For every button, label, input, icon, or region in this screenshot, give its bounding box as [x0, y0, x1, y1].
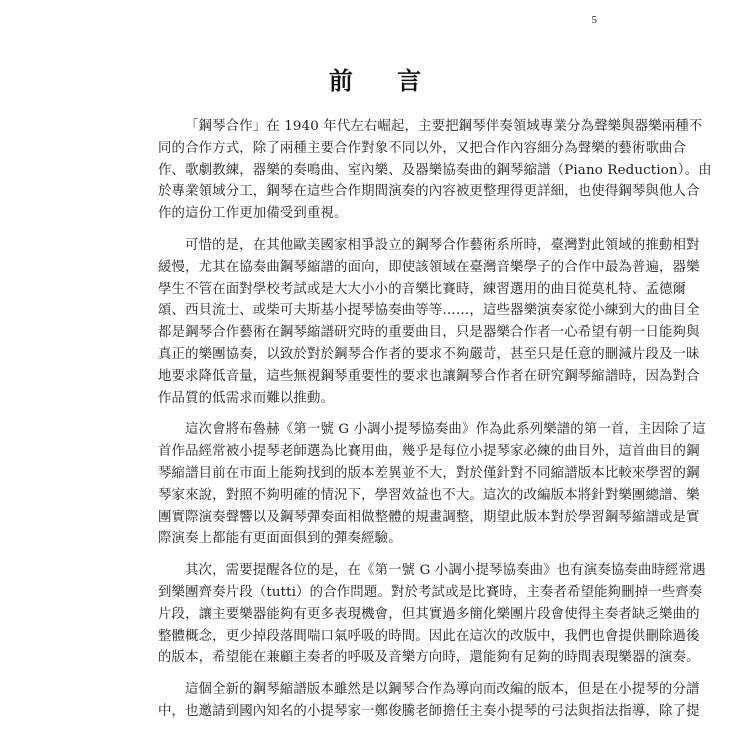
text-line: 真正的樂團協奏，以致於對於鋼琴合作者的要求不夠嚴苛，甚至只是任意的刪減片段及一昧 — [158, 346, 700, 362]
text-line: 作、歌劇教練，器樂的奏鳴曲、室內樂、及器樂協奏曲的鋼琴縮譜（Piano Reduction）。由 — [158, 162, 712, 178]
text-line: 的版本，希望能在兼顧主奏者的呼吸及音樂方向時，還能夠有足夠的時間表現樂器的演奏。 — [158, 650, 700, 666]
text-line: 「鋼琴合作」在 1940 年代左右崛起，主要把鋼琴伴奏領域專業分為聲樂與器樂兩種不 — [185, 119, 703, 134]
page-title: 前 言 — [328, 67, 440, 95]
text-line: 到樂團齊奏片段（tutti）的合作問題。對於考試或是比賽時，主奏者希望能夠刪掉一些齊奏 — [158, 584, 703, 600]
text-line: 首作品經常被小提琴老師選為比賽用曲，幾乎是每位小提琴家必練的曲目外，這首曲目的鋼 — [158, 444, 700, 460]
text-line: 同的合作方式，除了兩種主要合作對象不同以外，又把合作內容細分為聲樂的藝術歌曲合 — [158, 140, 687, 156]
paragraph-2 — [158, 235, 700, 409]
text-line: 作品質的低需求而難以推動。 — [158, 390, 335, 406]
text-line: 地要求降低音量，這些無視鋼琴重要性的要求也讓鋼琴合作者在研究鋼琴縮譜時，因為對合 — [158, 368, 700, 384]
text-line: 頌、西貝流士、或柴可夫斯基小提琴協奏曲等等……，這些器樂演奏家從小練到大的曲目全 — [158, 303, 700, 319]
paragraph-1 — [158, 116, 712, 225]
paragraph-3 — [158, 419, 706, 550]
paragraph-5 — [158, 679, 700, 723]
text-line: 其次，需要提醒各位的是，在《第一號 G 小調小提琴協奏曲》也有演奏協奏曲時經常遇 — [185, 563, 706, 579]
text-line: 團實際演奏聲響以及鋼琴彈奏面相做整體的規畫調整，期望此版本對於學習鋼琴縮譜或是實 — [158, 509, 700, 525]
text-line: 際演奏上都能有更面面俱到的彈奏經驗。 — [158, 531, 402, 547]
text-line: 可惜的是，在其他歐美國家相爭設立的鋼琴合作藝術系所時，臺灣對此領域的推動相對 — [185, 237, 700, 253]
page-number: 5 — [591, 14, 597, 26]
text-line: 中，也邀請到國內知名的小提琴家一鄭俊騰老師擔任主奏小提琴的弓法與指法指導，除了提 — [158, 703, 700, 719]
text-line: 琴縮譜目前在市面上能夠找到的版本差異並不大，對於僅針對不同縮譜版本比較來學習的鋼 — [158, 465, 700, 481]
document-body — [158, 116, 712, 733]
text-line: 片段，讓主要樂器能夠有更多表現機會，但其實過多簡化樂團片段會使得主奏者缺乏樂曲的 — [158, 606, 700, 622]
text-line: 這個全新的鋼琴縮譜版本雖然是以鋼琴合作為導向而改編的版本，但是在小提琴的分譜 — [185, 682, 700, 698]
text-line: 作的這份工作更加備受到重視。 — [158, 206, 348, 222]
text-line: 這次會將布魯赫《第一號 G 小調小提琴協奏曲》作為此系列樂譜的第一首，主因除了這 — [185, 422, 706, 438]
text-line: 學生不管在面對學校考試或是大大小小的音樂比賽時，練習選用的曲目從莫札特、孟德爾 — [158, 281, 687, 297]
text-line: 於專業領域分工，鋼琴在這些合作期間演奏的內容被更整理得更詳細，也使得鋼琴與他人合 — [158, 184, 700, 200]
text-line: 琴家來說，對照不夠明確的情況下，學習效益也不大。這次的改編版本將針對樂團總譜、樂 — [158, 487, 700, 503]
paragraph-4 — [158, 560, 706, 669]
text-line: 整體概念，更少掉段落間喘口氣呼吸的時間。因此在這次的改版中，我們也會提供刪除過後 — [158, 628, 700, 644]
text-line: 緩慢，尤其在協奏曲鋼琴縮譜的面向，即使該領域在臺灣音樂學子的合作中最為普遍，器樂 — [158, 259, 700, 275]
text-line: 都是鋼琴合作藝術在鋼琴縮譜研究時的重要曲目，只是器樂合作者一心希望有朝一日能夠與 — [158, 325, 700, 341]
